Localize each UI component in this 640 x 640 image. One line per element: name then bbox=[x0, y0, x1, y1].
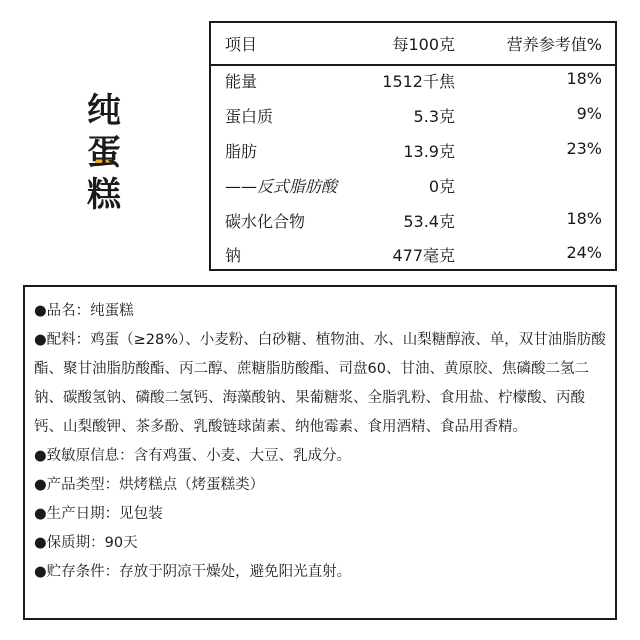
nutrition-row bbox=[211, 98, 615, 130]
nutrient-nrv: 23% bbox=[566, 139, 602, 158]
nutrient-nrv: 9% bbox=[576, 104, 602, 123]
nutrition-header-row bbox=[211, 26, 615, 58]
nutrient-amount: 0克 bbox=[428, 177, 455, 196]
product-info-box bbox=[23, 285, 617, 620]
nutrient-amount: 13.9克 bbox=[403, 142, 455, 161]
nutrient-amount: 5.3克 bbox=[413, 107, 455, 126]
nutrition-row bbox=[211, 133, 615, 165]
nutrient-name: 碳水化合物 bbox=[225, 212, 306, 231]
title-char: 糕 bbox=[87, 175, 121, 215]
header-nrv: 营养参考值% bbox=[506, 35, 602, 54]
info-shelf-life: ●保质期：90天 bbox=[34, 535, 138, 551]
info-production-date: ●生产日期：见包装 bbox=[34, 506, 163, 522]
info-product-name: ●品名：纯蛋糕 bbox=[34, 303, 134, 319]
nutrient-name: 脂肪 bbox=[225, 142, 258, 161]
nutrient-nrv: 18% bbox=[566, 69, 602, 88]
info-allergens: ●致敏原信息：含有鸡蛋、小麦、大豆、乳成分。 bbox=[34, 448, 352, 464]
info-storage: ●贮存条件：存放于阴凉干燥处，避免阳光直射。 bbox=[34, 564, 352, 580]
nutrient-amount: 1512千焦 bbox=[382, 72, 455, 91]
title-char: 蛋 bbox=[87, 133, 121, 173]
nutrient-name: 蛋白质 bbox=[225, 107, 274, 126]
title-char: 纯 bbox=[87, 91, 121, 131]
product-title bbox=[74, 90, 134, 216]
nutrient-nrv: 24% bbox=[566, 243, 602, 262]
nutrient-name: 能量 bbox=[225, 72, 258, 91]
nutrition-row bbox=[211, 237, 615, 269]
nutrient-name: 钠 bbox=[225, 246, 242, 265]
nutrition-row bbox=[211, 63, 615, 95]
header-item: 项目 bbox=[225, 35, 258, 54]
header-per100: 每100克 bbox=[392, 35, 455, 54]
nutrient-amount: 53.4克 bbox=[403, 212, 455, 231]
nutrient-nrv: 18% bbox=[566, 209, 602, 228]
nutrient-name: ——反式脂肪酸 bbox=[225, 177, 338, 196]
nutrition-row bbox=[211, 168, 615, 200]
nutrition-facts-table bbox=[209, 21, 617, 271]
nutrient-amount: 477毫克 bbox=[392, 246, 455, 265]
nutrition-row bbox=[211, 203, 615, 235]
info-product-type: ●产品类型：烘烤糕点（烤蛋糕类） bbox=[34, 477, 265, 493]
info-ingredients: ●配料：鸡蛋（≥28%）、小麦粉、白砂糖、植物油、水、山梨糖醇液、单，双甘油脂肪酸酯、聚甘油脂肪酸酯、丙二醇、蔗糖脂肪酸酯、司盘60、甘油、黄原胶、焦磷酸二氢二钠、碳酸氢钠、磷酸二氢钙、海藻酸钠、果葡糖浆、全脂乳粉、食用盐、柠檬酸、丙酸钙、山梨酸钾、茶多酚、乳酸链球菌素、纳他霉素、食用酒精、食品用香精。 bbox=[34, 332, 606, 435]
